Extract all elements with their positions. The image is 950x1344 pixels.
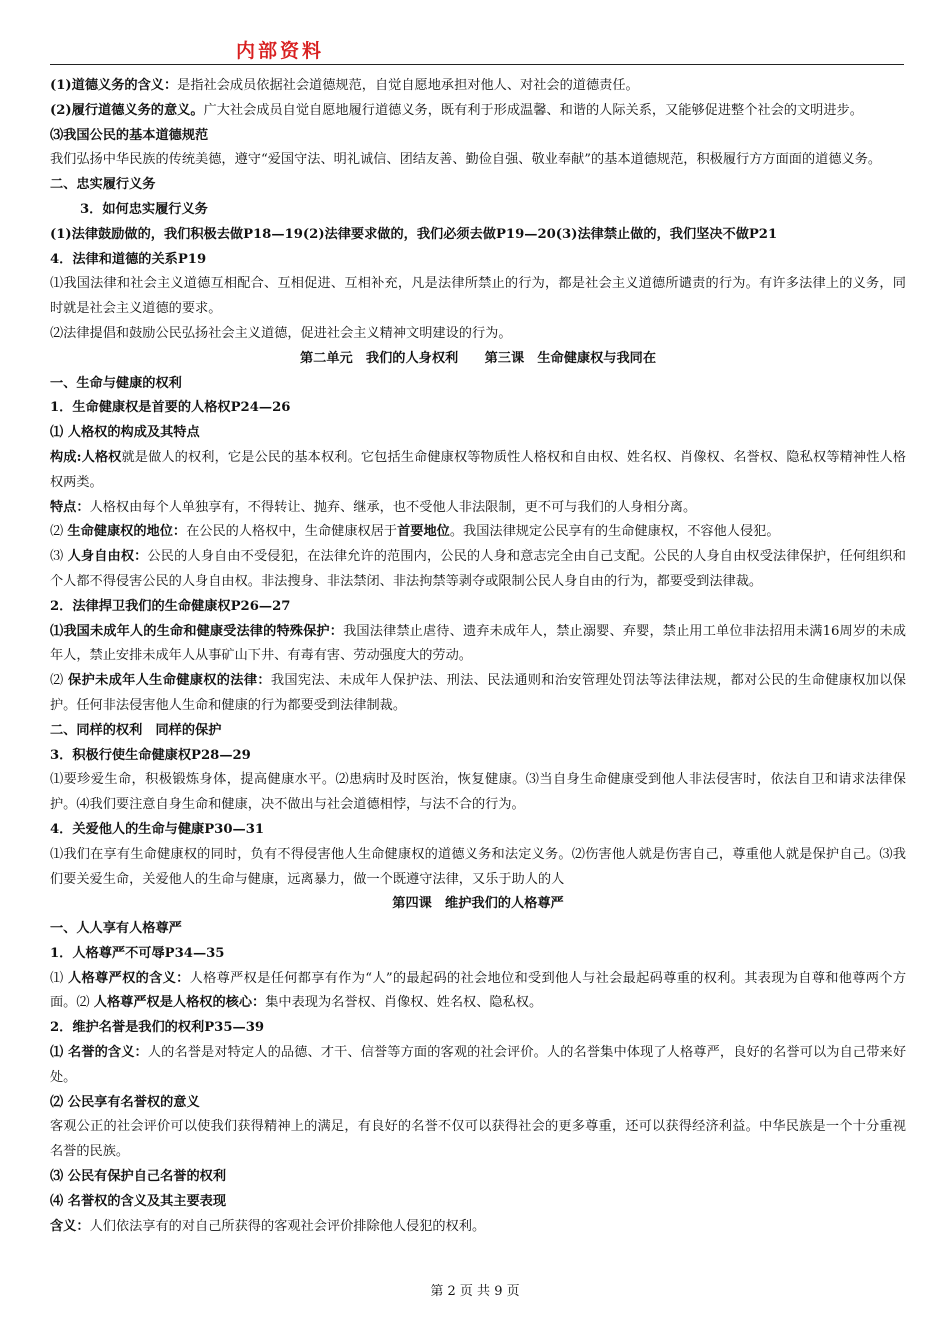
text: ⑶: [50, 549, 68, 565]
subheading: 2．维护名誉是我们的权利P35—39: [50, 1020, 265, 1036]
paragraph: (1)法律鼓励做的，我们积极去做P18—19(2)法律要求做的，我们必须去做P19—20(3)法律禁止做的，我们坚决不做P21: [50, 226, 778, 242]
subheading: ⑴ 人格权的构成及其特点: [50, 425, 200, 441]
section-heading: 二、忠实履行义务: [50, 177, 156, 193]
term: ⑴ 名誉的含义：: [50, 1045, 148, 1061]
lesson-title: 第四课 维护我们的人格尊严: [392, 896, 564, 912]
term: ⑴我国未成年人的生命和健康受法律的特殊保护：: [50, 623, 344, 639]
paragraph: [50, 99, 906, 124]
text: ⑵: [50, 524, 68, 540]
term: 人身自由权：: [67, 549, 148, 565]
text: 人格尊严权是任何都享有作为“人”的最起码的社会地位和受到他人与社会最起码尊重的权利。其表现为自尊和他尊两个方面。⑵: [50, 970, 907, 1011]
internal-material-stamp: 内部资料: [236, 40, 325, 62]
subheading: ⑵ 公民享有名誉权的意义: [50, 1094, 200, 1110]
subheading: 1．人格尊严不可辱P34—35: [50, 945, 225, 961]
subheading: 1．生命健康权是首要的人格权P24—26: [50, 400, 291, 416]
document-body: [50, 74, 906, 1239]
text: 在公民的人格权中，生命健康权居于: [186, 524, 398, 540]
text: 集中表现为名誉权、肖像权、姓名权、隐私权。: [265, 995, 543, 1011]
paragraph: [50, 669, 906, 719]
text: ⑴: [50, 970, 69, 986]
subheading: ⑶ 公民有保护自己名誉的权利: [50, 1169, 227, 1185]
section-heading: 一、人人享有人格尊严: [50, 921, 182, 937]
text: 就是做人的权利，它是公民的基本权利。它包括生命健康权等物质性人格权和自由权、姓名权、肖像权、名誉权、隐私权等精神性人格权两类。: [50, 449, 906, 490]
paragraph: 客观公正的社会评价可以使我们获得精神上的满足，有良好的名誉不仅可以获得社会的更多尊重，还可以获得经济利益。中华民族是一个十分重视名誉的民族。: [50, 1119, 906, 1160]
text: ⑵: [50, 673, 69, 689]
text: 公民的人身自由不受侵犯，在法律允许的范围内，公民的人身和意志完全由自己支配。公民的人身自由权受法律保护，任何组织和个人都不得侵害公民的人身自由权。非法搜身、非法禁闭、非法拘禁等剥夺或限制公民人身自由的行为，都要受到法律裁。: [50, 549, 906, 589]
term: 人格尊严权的含义：: [68, 970, 190, 986]
term: 人格尊严权是人格权的核心：: [93, 995, 266, 1011]
text: 人们依法享有的对自己所获得的客观社会评价排除他人侵犯的权利。: [89, 1218, 486, 1234]
paragraph: [50, 446, 906, 496]
term: 首要地位: [397, 524, 450, 540]
paragraph: [50, 496, 906, 521]
subheading: ⑷ 名誉权的含义及其主要表现: [50, 1193, 227, 1209]
paragraph: [50, 1215, 906, 1240]
paragraph: [50, 967, 906, 1017]
subheading: 2．法律捍卫我们的生命健康权P26—27: [50, 598, 291, 614]
section-heading: 一、生命与健康的权利: [50, 375, 182, 391]
subheading: 4．法律和道德的关系P19: [50, 251, 207, 267]
paragraph: ⑴要珍爱生命，积极锻炼身体，提高健康水平。⑵患病时及时医治，恢复健康。⑶当自身生命健康受到他人非法侵害时，依法自卫和请求法律保护。⑷我们要注意自身生命和健康，决不做出与社会道德相悖，与法不合的行为。: [50, 772, 906, 813]
subheading: ⑶我国公民的基本道德规范: [50, 127, 209, 143]
term: 特点：: [50, 499, 90, 515]
term: 含义：: [50, 1218, 90, 1234]
paragraph: [50, 520, 906, 545]
term: (2)履行道德义务的意义。: [50, 102, 204, 118]
unit-title: 第二单元 我们的人身权利 第三课 生命健康权与我同在: [299, 350, 657, 366]
term: 生命健康权的地位：: [67, 524, 187, 540]
paragraph: [50, 1041, 906, 1091]
paragraph: [50, 620, 906, 670]
text: 是指社会成员依据社会道德规范，自觉自愿地承担对他人、对社会的道德责任。: [177, 78, 639, 93]
paragraph: 我们弘扬中华民族的传统美德，遵守“爱国守法、明礼诚信、团结友善、勤俭自强、敬业奉献”的基本道德规范，积极履行方方面面的道德义务。: [50, 152, 882, 168]
text: 。我国法律规定公民享有的生命健康权，不容他人侵犯。: [449, 524, 780, 540]
text: 广大社会成员自觉自愿地履行道德义务，既有利于形成温馨、和谐的人际关系，又能够促进整个社会的文明进步。: [203, 102, 863, 118]
header-divider: [50, 64, 904, 65]
text: 我国法律禁止虐待、遗弃未成年人，禁止溺婴、弃婴，禁止用工单位非法招用未满16周岁的未成年人，禁止安排未成年人从事矿山下井、有毒有害、劳动强度大的劳动。: [50, 623, 906, 664]
page-number: 第 2 页 共 9 页: [430, 1284, 520, 1299]
term: (1)道德义务的含义：: [50, 78, 178, 93]
text: 我国宪法、未成年人保护法、刑法、民法通则和治安管理处罚法等法律法规，都对公民的生命健康权加以保护。任何非法侵害他人生命和健康的行为都要受到法律制裁。: [50, 673, 906, 713]
paragraph: ⑵法律提倡和鼓励公民弘扬社会主义道德，促进社会主义精神文明建设的行为。: [50, 325, 512, 341]
text: 人格权由每个人单独享有，不得转让、抛弃、继承，也不受他人非法限制，更不可与我们的人身相分离。: [89, 499, 697, 515]
paragraph: [50, 545, 906, 595]
paragraph: [50, 74, 906, 99]
term: 构成:人格权: [50, 449, 122, 465]
paragraph: ⑴我国法律和社会主义道德互相配合、互相促进、互相补充，凡是法律所禁止的行为，都是社会主义道德所谴责的行为。有许多法律上的义务，同时就是社会主义道德的要求。: [50, 276, 906, 317]
section-heading: 二、同样的权利 同样的保护: [50, 722, 222, 738]
term: 保护未成年人生命健康权的法律：: [68, 673, 271, 689]
text: 人的名誉是对特定人的品德、才干、信誉等方面的客观的社会评价。人的名誉集中体现了人格尊严，良好的名誉可以为自己带来好处。: [50, 1045, 907, 1085]
paragraph: ⑴我们在享有生命健康权的同时，负有不得侵害他人生命健康权的道德义务和法定义务。⑵伤害他人就是伤害自己，尊重他人就是保护自己。⑶我们要关爱生命，关爱他人的生命与健康，远离暴力，做一个既遵守法律，又乐于助人的人: [50, 846, 906, 887]
subheading: 4．关爱他人的生命与健康P30—31: [50, 821, 265, 837]
subheading: 3．积极行使生命健康权P28—29: [50, 747, 251, 763]
subheading: 3．如何忠实履行义务: [80, 201, 208, 217]
